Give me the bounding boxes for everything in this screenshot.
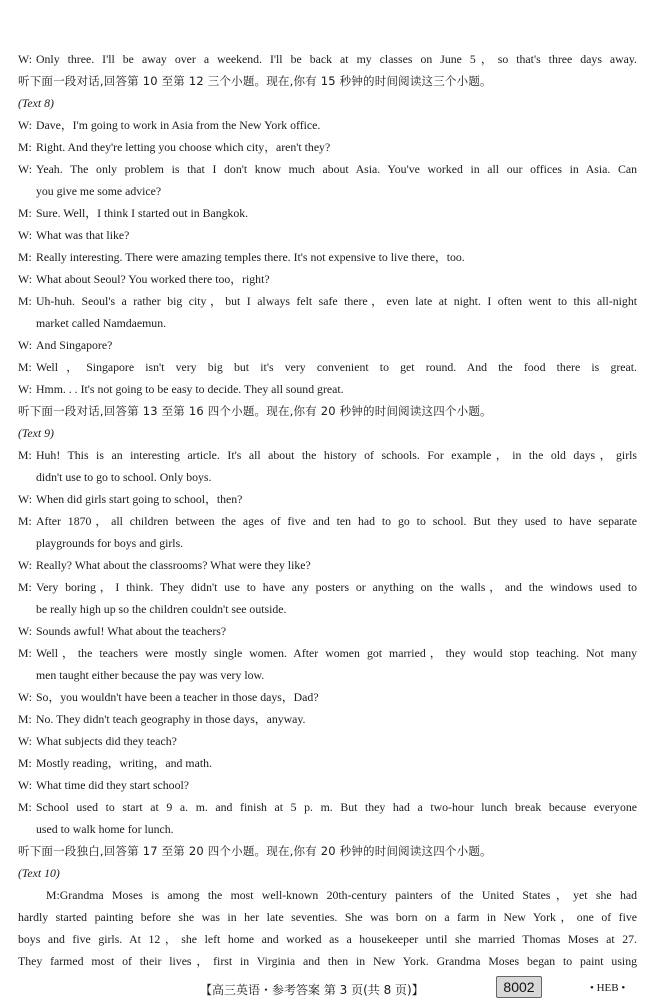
speaker-label: M: [18,514,32,528]
dialogue-text: Right. And they're letting you choose which city，aren't they? [36,140,331,154]
dialogue-text: Really? What about the classrooms? What were they like? [36,558,311,572]
footer-mark: • HEB • [590,982,626,994]
speaker-label: M: [18,206,32,220]
dialogue-text: Only three. I'll be away over a weekend. I'll be back at my classes on June 5，so that's three days away. [36,52,637,66]
speaker-label: M: [18,448,32,462]
dialogue-text: Sure. Well，I think I started out in Bangkok. [36,206,249,220]
speaker-label: W: [18,734,32,748]
speaker-label: M: [18,140,32,154]
speaker-label: M: [18,294,32,308]
speaker-label: W: [18,228,32,242]
dialogue-text: So，you wouldn't have been a teacher in those days，Dad? [36,690,319,704]
dialogue-continuation: market called Namdaemun. [36,316,167,330]
speaker-label: W: [18,272,32,286]
text-label: (Text 8) [18,96,54,110]
dialogue-text: Mostly reading，writing，and math. [36,756,212,770]
dialogue-text: Sounds awful! What about the teachers? [36,624,227,638]
speaker-label: M: [18,646,32,660]
section-instruction: 听下面一段对话,回答第 13 至第 16 四个小题。现在,你有 20 秒钟的时间阅读这四个小题。 [18,404,492,418]
speaker-label: W: [18,778,32,792]
dialogue-text: Dave，I'm going to work in Asia from the New York office. [36,118,321,132]
speaker-label: W: [18,690,32,704]
dialogue-continuation: playgrounds for boys and girls. [36,536,184,550]
dialogue-text: Huh! This is an interesting article. It's all about the history of schools. For example，in the old days，girls [36,448,637,462]
dialogue-text: When did girls start going to school，then? [36,492,243,506]
dialogue-continuation: didn't use to go to school. Only boys. [36,470,212,484]
dialogue-text: School used to start at 9 a. m. and finish at 5 p. m. But they had a two-hour lunch break because everyone [36,800,637,814]
dialogue-text: What about Seoul? You worked there too，right? [36,272,270,286]
speaker-label: M: [18,250,32,264]
exam-code-box: 8002 [496,976,542,998]
speaker-label: W: [18,162,32,176]
section-instruction: 听下面一段独白,回答第 17 至第 20 四个小题。现在,你有 20 秒钟的时间阅读这四个小题。 [18,844,492,858]
page-footer [0,976,653,998]
dialogue-text: Well，Singapore isn't very big but it's very convenient to get round. And the food there is great. [36,360,637,374]
dialogue-text: Really interesting. There were amazing temples there. It's not expensive to live there，too. [36,250,465,264]
dialogue-text: Very boring，I think. They didn't use to have any posters or anything on the walls，and the windows used to [36,580,637,594]
speaker-label: M: [18,800,32,814]
footer-title: 【高三英语・参考答案 第 3 页(共 8 页)】 [200,983,424,997]
dialogue-text: What time did they start school? [36,778,189,792]
dialogue-text: No. They didn't teach geography in those days，anyway. [36,712,306,726]
speaker-label: W: [18,558,32,572]
speaker-label: M: [18,712,32,726]
dialogue-continuation: be really high up so the children couldn't see outside. [36,602,287,616]
speaker-label: W: [18,382,32,396]
dialogue-continuation: used to walk home for lunch. [36,822,174,836]
dialogue-text: Uh-huh. Seoul's a rather big city，but I always felt safe there，even late at night. I often went to this all-night [36,294,637,308]
monologue-text: They farmed most of their lives，first in Virginia and then in New York. Grandma Moses began to paint using [18,954,637,968]
dialogue-continuation: men taught either because the pay was very low. [36,668,265,682]
dialogue-text: After 1870，all children between the ages of five and ten had to go to school. But they used to have separate [36,514,637,528]
speaker-label: W: [18,624,32,638]
speaker-label: W: [18,52,32,66]
section-instruction: 听下面一段对话,回答第 10 至第 12 三个小题。现在,你有 15 秒钟的时间阅读这三个小题。 [18,74,492,88]
speaker-label: M: [18,580,32,594]
text-label: (Text 9) [18,426,54,440]
monologue-text: M:Grandma Moses is among the most well-known 20th-century painters of the United States，yet she had [46,888,637,902]
dialogue-text: Hmm. . . It's not going to be easy to decide. They all sound great. [36,382,344,396]
dialogue-text: And Singapore? [36,338,113,352]
speaker-label: W: [18,118,32,132]
dialogue-text: What was that like? [36,228,130,242]
monologue-text: hardly started painting before she was in her late seventies. She was born on a farm in New York，one of five [18,910,637,924]
text-label: (Text 10) [18,866,60,880]
dialogue-continuation: you give me some advice? [36,184,162,198]
speaker-label: M: [18,360,32,374]
dialogue-text: What subjects did they teach? [36,734,177,748]
speaker-label: M: [18,756,32,770]
speaker-label: W: [18,338,32,352]
speaker-label: W: [18,492,32,506]
dialogue-text: Well，the teachers were mostly single women. After women got married，they would stop teaching. Not many [36,646,637,660]
dialogue-text: Yeah. The only problem is that I don't know much about Asia. You've worked in all our offices in Asia. Can [36,162,637,176]
monologue-text: boys and five girls. At 12，she left home and worked as a housekeeper until she married Thomas Moses at 27. [18,932,637,946]
